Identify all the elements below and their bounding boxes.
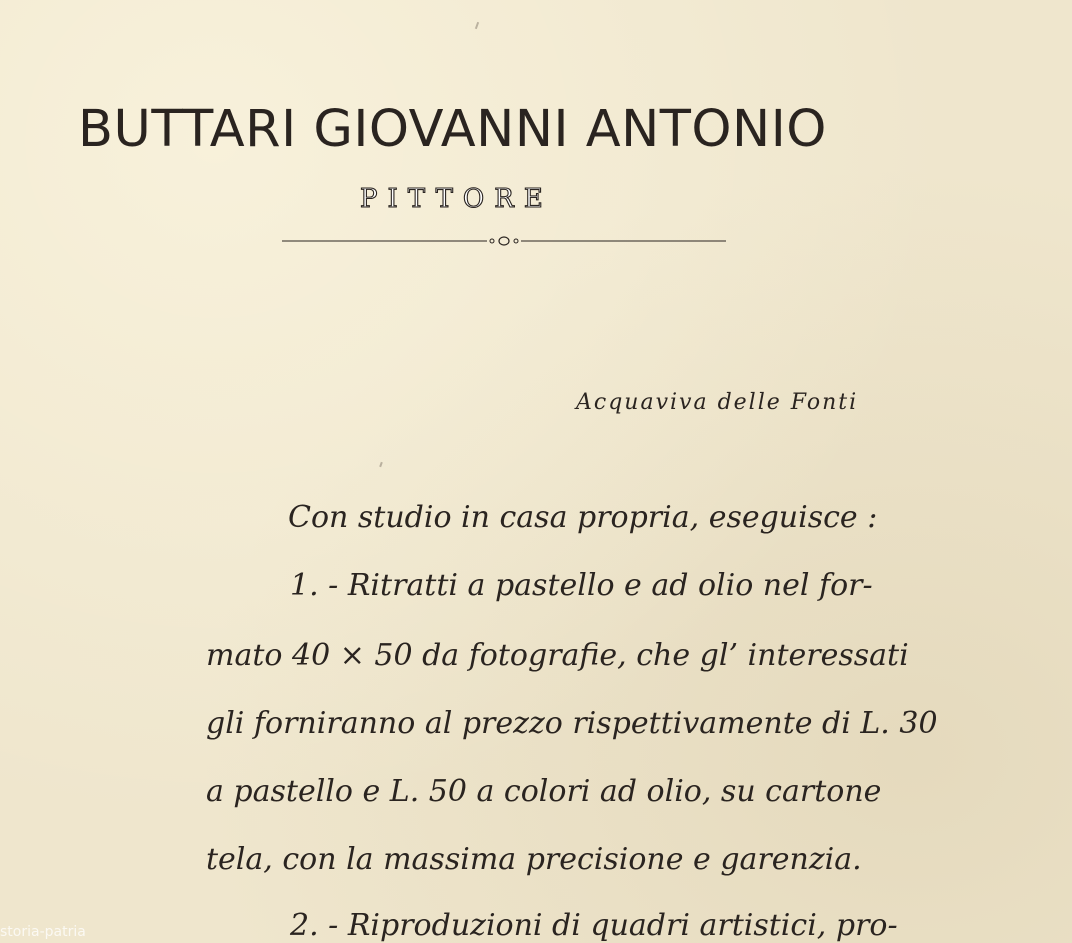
paper-speck (379, 462, 383, 467)
artist-name-heading: BUTTARI GIOVANNI ANTONIO (78, 100, 827, 159)
body-line-format: mato 40 × 50 da fotografie, che gl’ interessati (206, 638, 909, 673)
body-line-price: gli forniranno al prezzo rispettivamente di L. 30 (206, 706, 938, 741)
watermark-text: storia-patria (0, 924, 86, 940)
paper-speck (475, 22, 479, 29)
body-line-intro: Con studio in casa propria, eseguisce : (288, 500, 878, 535)
body-line-item-2: 2. - Riproduzioni di quadri artistici, pro- (290, 908, 898, 943)
location-line: Acquaviva delle Fonti (576, 390, 859, 415)
ornamental-divider-icon (282, 232, 726, 250)
body-line-guarantee: tela, con la massima precisione e garenzia. (206, 842, 862, 877)
body-line-materials: a pastello e L. 50 a colori ad olio, su cartone (206, 774, 882, 809)
profession-subtitle: PITTORE (360, 184, 553, 214)
body-line-item-1: 1. - Ritratti a pastello e ad olio nel for- (290, 568, 873, 603)
